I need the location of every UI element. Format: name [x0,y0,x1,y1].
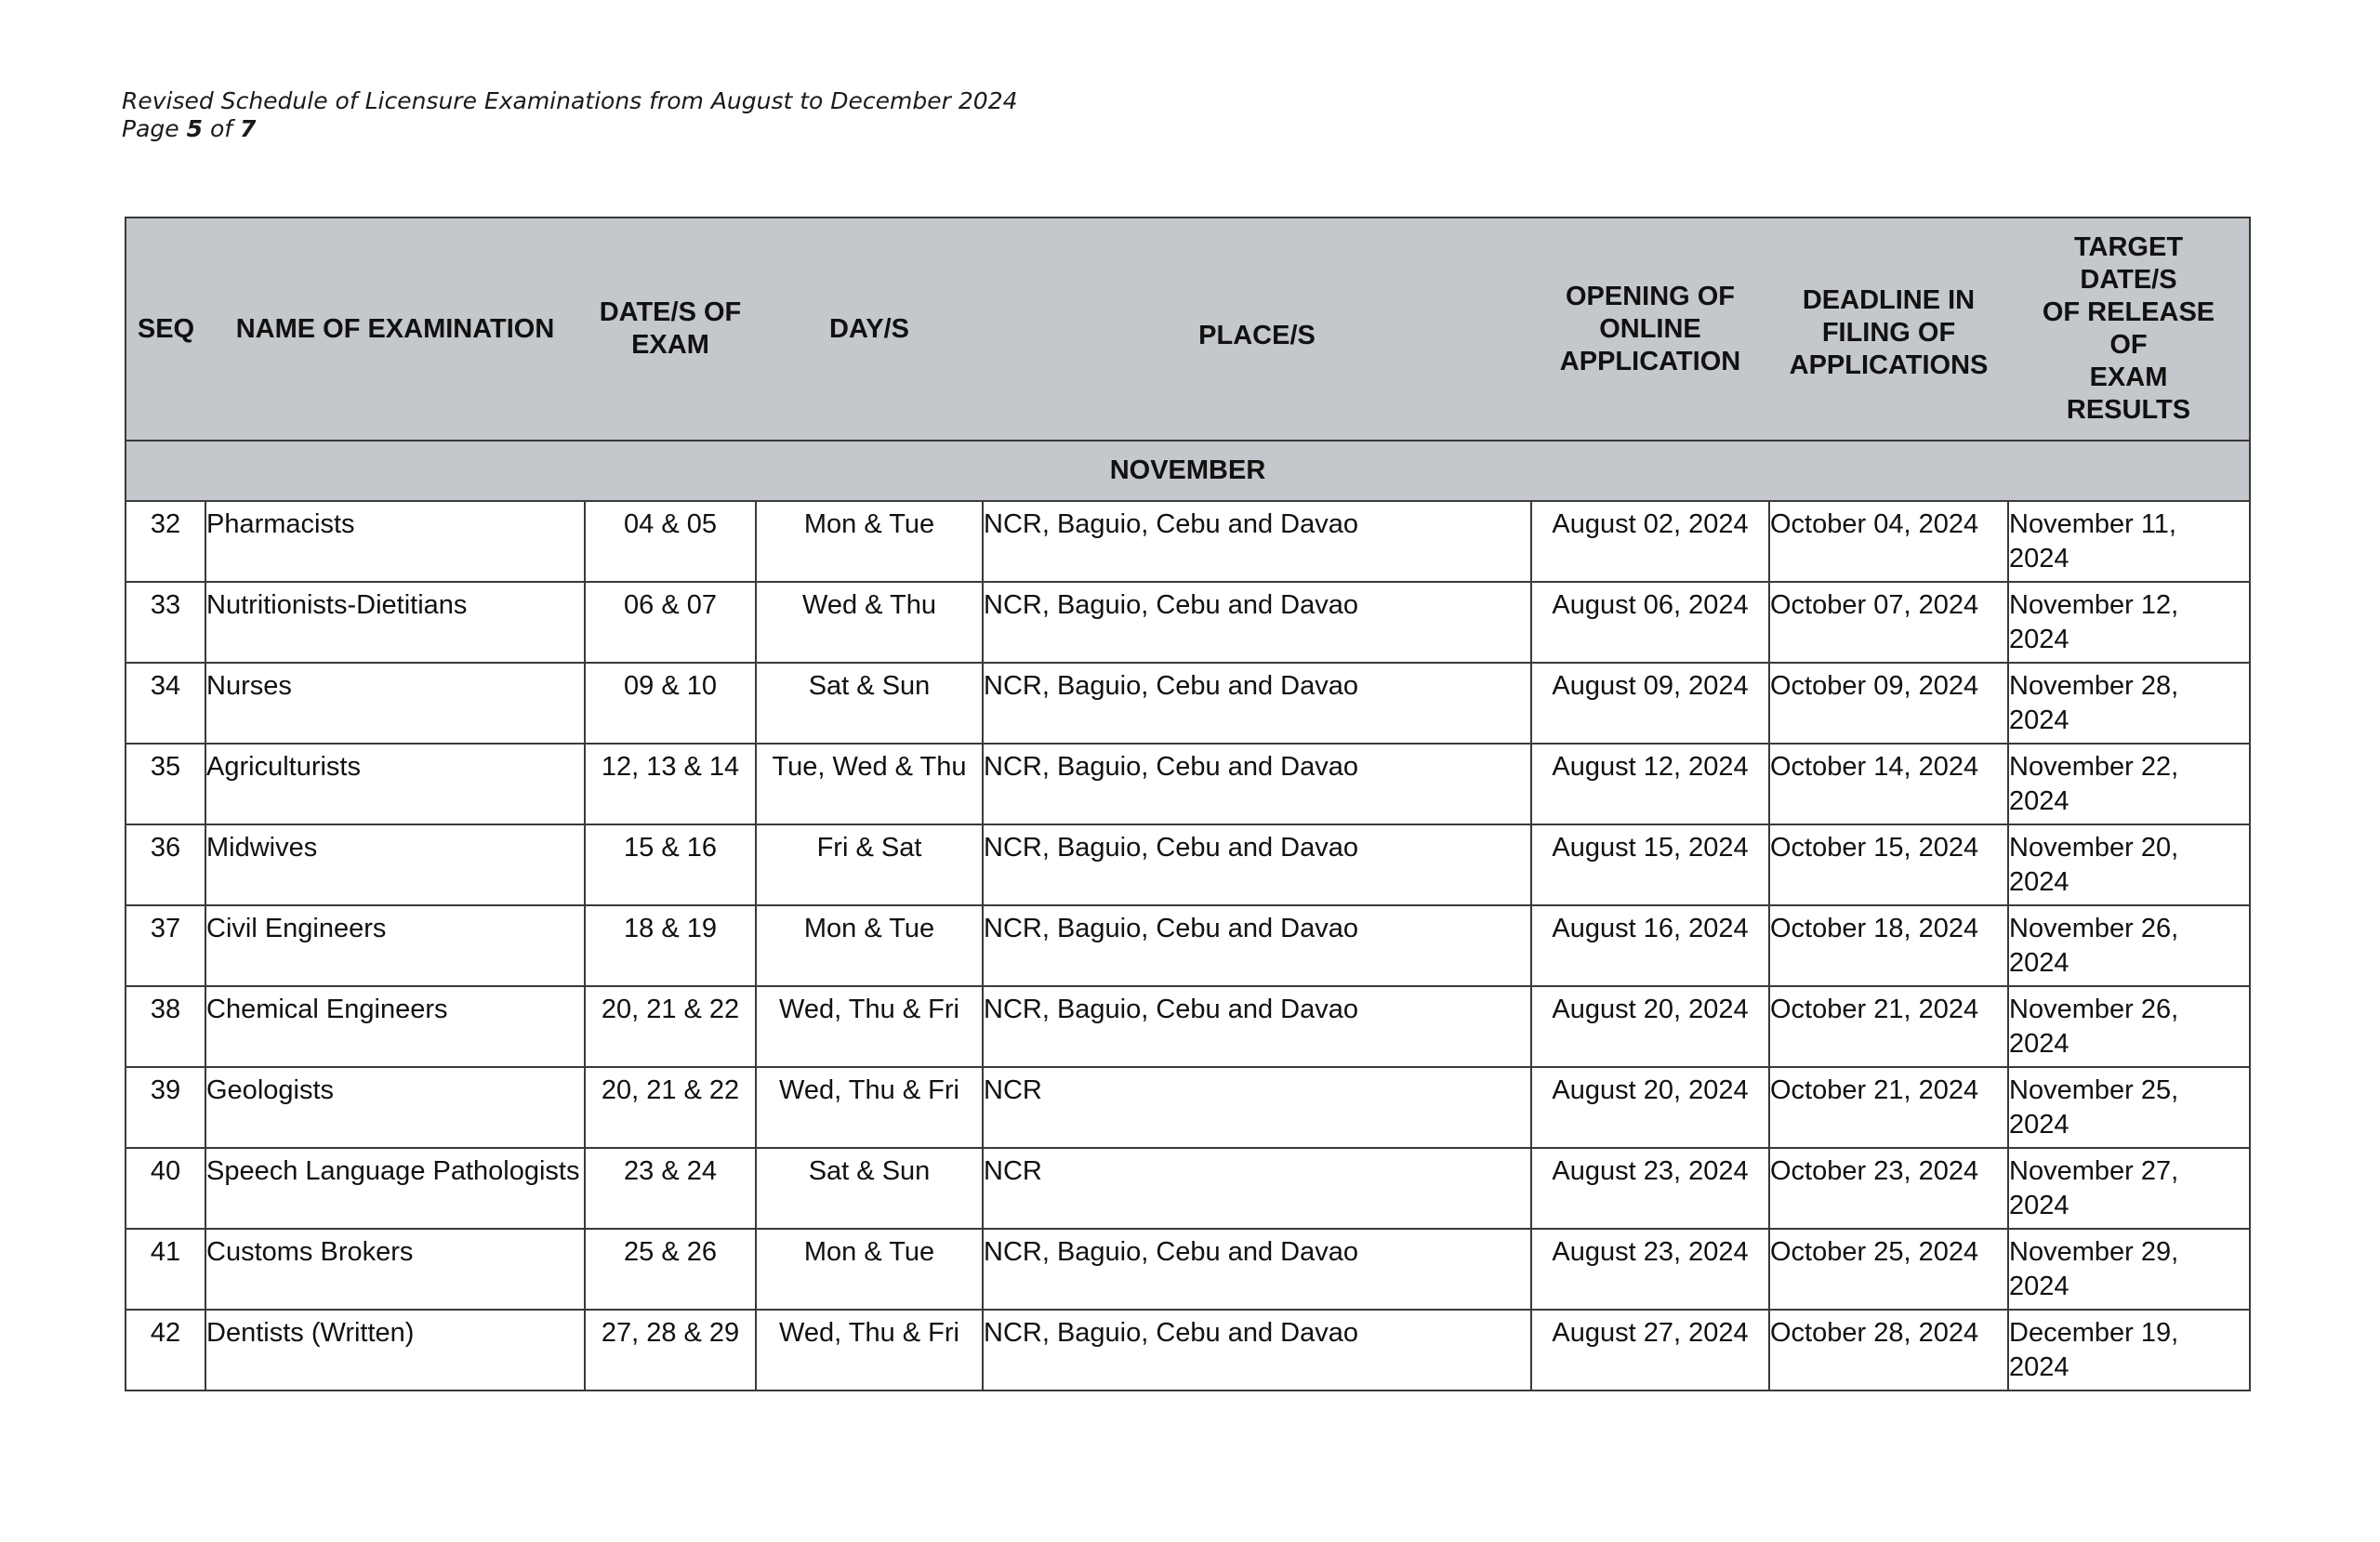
exam-name-cell: Speech Language Pathologists [205,1148,585,1229]
release-line-2: 2024 [2009,544,2069,573]
col-days: DAY/S [756,217,983,441]
exam-name-cell: Midwives [205,824,585,905]
exam-name-cell: Nutritionists-Dietitians [205,582,585,663]
days-cell: Sat & Sun [756,1148,983,1229]
table-row [126,663,2250,744]
places-cell: NCR, Baguio, Cebu and Davao [983,1310,1531,1390]
release-line-1: November 20, [2009,833,2179,863]
release-cell [2008,501,2250,582]
deadline-cell: October 23, 2024 [1769,1148,2008,1229]
release-line-1: November 22, [2009,752,2179,782]
exam-dates-cell: 04 & 05 [585,501,756,582]
seq-cell: 37 [126,905,205,986]
exam-dates-cell: 20, 21 & 22 [585,1067,756,1148]
release-line-1: November 29, [2009,1237,2179,1267]
release-line-1: November 26, [2009,995,2179,1024]
release-line-1: November 12, [2009,590,2179,620]
places-cell: NCR, Baguio, Cebu and Davao [983,1229,1531,1310]
deadline-cell: October 28, 2024 [1769,1310,2008,1390]
deadline-cell: October 25, 2024 [1769,1229,2008,1310]
exam-dates-cell: 09 & 10 [585,663,756,744]
release-line-2: 2024 [2009,1352,2069,1382]
table-row [126,986,2250,1067]
col-seq: SEQ [126,217,205,441]
opening-cell: August 16, 2024 [1531,905,1769,986]
seq-cell: 33 [126,582,205,663]
release-cell [2008,1229,2250,1310]
seq-cell: 34 [126,663,205,744]
deadline-cell: October 21, 2024 [1769,1067,2008,1148]
seq-cell: 32 [126,501,205,582]
col-opening: OPENING OF ONLINE APPLICATION [1531,217,1769,441]
deadline-cell: October 14, 2024 [1769,744,2008,824]
deadline-cell: October 04, 2024 [1769,501,2008,582]
seq-cell: 41 [126,1229,205,1310]
release-cell [2008,1148,2250,1229]
opening-cell: August 09, 2024 [1531,663,1769,744]
table-row [126,1067,2250,1148]
places-cell: NCR, Baguio, Cebu and Davao [983,501,1531,582]
exam-name-cell: Nurses [205,663,585,744]
deadline-cell: October 09, 2024 [1769,663,2008,744]
exam-dates-cell: 20, 21 & 22 [585,986,756,1067]
days-cell: Tue, Wed & Thu [756,744,983,824]
opening-cell: August 12, 2024 [1531,744,1769,824]
table-row [126,824,2250,905]
release-line-1: December 19, [2009,1318,2179,1348]
exam-dates-cell: 06 & 07 [585,582,756,663]
opening-cell: August 20, 2024 [1531,986,1769,1067]
places-cell: NCR, Baguio, Cebu and Davao [983,582,1531,663]
opening-cell: August 15, 2024 [1531,824,1769,905]
places-cell: NCR, Baguio, Cebu and Davao [983,905,1531,986]
release-line-2: 2024 [2009,625,2069,654]
release-line-2: 2024 [2009,1191,2069,1220]
places-cell: NCR [983,1148,1531,1229]
days-cell: Wed, Thu & Fri [756,1310,983,1390]
deadline-cell: October 18, 2024 [1769,905,2008,986]
exam-name-cell: Customs Brokers [205,1229,585,1310]
release-line-2: 2024 [2009,1110,2069,1140]
release-line-2: 2024 [2009,867,2069,897]
days-cell: Mon & Tue [756,501,983,582]
exam-name-cell: Geologists [205,1067,585,1148]
col-target-release: TARGET DATE/S OF RELEASE OF EXAM RESULTS [2008,217,2250,441]
opening-cell: August 06, 2024 [1531,582,1769,663]
release-cell [2008,663,2250,744]
col-dates: DATE/S OF EXAM [585,217,756,441]
schedule-table [125,217,2251,1391]
opening-cell: August 23, 2024 [1531,1229,1769,1310]
seq-cell: 35 [126,744,205,824]
days-cell: Sat & Sun [756,663,983,744]
seq-cell: 39 [126,1067,205,1148]
exam-dates-cell: 27, 28 & 29 [585,1310,756,1390]
exam-dates-cell: 12, 13 & 14 [585,744,756,824]
opening-cell: August 27, 2024 [1531,1310,1769,1390]
release-cell [2008,986,2250,1067]
places-cell: NCR, Baguio, Cebu and Davao [983,663,1531,744]
release-line-2: 2024 [2009,1029,2069,1059]
exam-dates-cell: 18 & 19 [585,905,756,986]
table-row [126,1148,2250,1229]
seq-cell: 40 [126,1148,205,1229]
month-label: NOVEMBER [126,441,2250,501]
release-line-2: 2024 [2009,1272,2069,1301]
exam-name-cell: Civil Engineers [205,905,585,986]
page-header [122,87,1018,143]
page-total: 7 [240,115,257,142]
days-cell: Wed, Thu & Fri [756,986,983,1067]
col-places: PLACE/S [983,217,1531,441]
places-cell: NCR, Baguio, Cebu and Davao [983,824,1531,905]
release-line-2: 2024 [2009,705,2069,735]
places-cell: NCR, Baguio, Cebu and Davao [983,986,1531,1067]
table-row [126,744,2250,824]
release-line-1: November 28, [2009,671,2179,701]
release-cell [2008,1310,2250,1390]
table-row [126,501,2250,582]
table-row [126,1229,2250,1310]
release-line-1: November 26, [2009,914,2179,943]
opening-cell: August 23, 2024 [1531,1148,1769,1229]
exam-dates-cell: 25 & 26 [585,1229,756,1310]
deadline-cell: October 15, 2024 [1769,824,2008,905]
days-cell: Wed, Thu & Fri [756,1067,983,1148]
release-line-2: 2024 [2009,786,2069,816]
days-cell: Mon & Tue [756,1229,983,1310]
deadline-cell: October 07, 2024 [1769,582,2008,663]
document-title: Revised Schedule of Licensure Examinations from August to December 2024 [122,87,1018,114]
col-deadline: DEADLINE IN FILING OF APPLICATIONS [1769,217,2008,441]
seq-cell: 42 [126,1310,205,1390]
exam-name-cell: Dentists (Written) [205,1310,585,1390]
release-cell [2008,744,2250,824]
table-row [126,582,2250,663]
release-cell [2008,824,2250,905]
page-current: 5 [186,115,203,142]
places-cell: NCR [983,1067,1531,1148]
table-row [126,905,2250,986]
release-line-1: November 27, [2009,1156,2179,1186]
page-number [122,115,1018,143]
release-cell [2008,582,2250,663]
seq-cell: 38 [126,986,205,1067]
exam-dates-cell: 15 & 16 [585,824,756,905]
release-cell [2008,905,2250,986]
month-row [126,441,2250,501]
days-cell: Wed & Thu [756,582,983,663]
exam-name-cell: Chemical Engineers [205,986,585,1067]
col-name: NAME OF EXAMINATION [205,217,585,441]
header-row [126,217,2250,441]
table-row [126,1310,2250,1390]
deadline-cell: October 21, 2024 [1769,986,2008,1067]
release-line-2: 2024 [2009,948,2069,978]
opening-cell: August 20, 2024 [1531,1067,1769,1148]
exam-name-cell: Pharmacists [205,501,585,582]
page-prefix: Page [122,115,187,142]
release-cell [2008,1067,2250,1148]
days-cell: Fri & Sat [756,824,983,905]
opening-cell: August 02, 2024 [1531,501,1769,582]
seq-cell: 36 [126,824,205,905]
release-line-1: November 25, [2009,1075,2179,1105]
release-line-1: November 11, [2009,509,2176,539]
days-cell: Mon & Tue [756,905,983,986]
page-of: of [203,115,240,142]
places-cell: NCR, Baguio, Cebu and Davao [983,744,1531,824]
exam-name-cell: Agriculturists [205,744,585,824]
exam-dates-cell: 23 & 24 [585,1148,756,1229]
